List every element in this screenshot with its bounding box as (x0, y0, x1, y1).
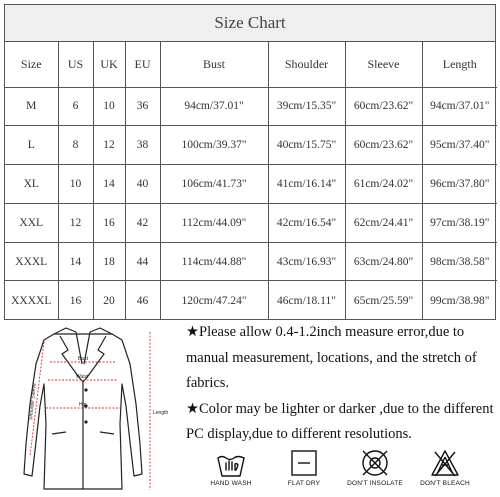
size-chart (4, 4, 496, 320)
care-flat-dry (276, 448, 332, 497)
shoulder-sleeve-label: Shoulder Sleeve (28, 383, 38, 421)
table-header-row (5, 42, 497, 87)
bust-label: Bust (78, 356, 89, 362)
cell-us: 16 (58, 281, 93, 320)
cell-bust: 94cm/37.01" (160, 87, 268, 126)
notes (186, 320, 498, 448)
dont-bleach-caption: DON'T BLEACH (420, 480, 470, 487)
header-length: Length (422, 42, 497, 87)
dont-bleach-icon (429, 448, 461, 478)
cell-shoulder: 42cm/16.54" (268, 203, 345, 242)
cell-size: XXXXL (5, 281, 58, 320)
cell-shoulder: 46cm/18.11" (268, 281, 345, 320)
cell-bust: 100cm/39.37" (160, 126, 268, 165)
color-note: ★Color may be lighter or darker ,due to the different PC display,due to different resolutions. (186, 400, 494, 442)
dont-insolate-icon (359, 448, 391, 478)
cell-length: 95cm/37.40" (422, 126, 497, 165)
cell-shoulder: 40cm/15.75" (268, 126, 345, 165)
cell-bust: 112cm/44.09" (160, 203, 268, 242)
measure-error-note: ★Please allow 0.4-1.2inch measure error,due to manual measurement, locations, and the stretch of fabrics. (186, 324, 477, 391)
care-dont-insolate (343, 448, 407, 497)
hand-wash-caption: HAND WASH (210, 480, 252, 487)
cell-sleeve: 60cm/23.62" (345, 126, 422, 165)
cell-size: XXXL (5, 242, 58, 281)
hip-label: Hip (79, 402, 87, 408)
cell-eu: 42 (125, 203, 160, 242)
cell-uk: 18 (93, 242, 125, 281)
cell-bust: 120cm/47.24" (160, 281, 268, 320)
cell-eu: 44 (125, 242, 160, 281)
header-us: US (58, 42, 93, 87)
cell-sleeve: 61cm/24.02" (345, 165, 422, 204)
header-size: Size (5, 42, 58, 87)
cell-uk: 20 (93, 281, 125, 320)
cell-eu: 40 (125, 165, 160, 204)
header-eu: EU (125, 42, 160, 87)
header-bust: Bust (160, 42, 268, 87)
dont-insolate-caption: DON'T INSOLATE (347, 480, 403, 487)
cell-size: L (5, 126, 58, 165)
cell-size: M (5, 87, 58, 126)
cell-sleeve: 60cm/23.62" (345, 87, 422, 126)
cell-uk: 16 (93, 203, 125, 242)
waist-label: Waist (76, 374, 89, 380)
cell-eu: 36 (125, 87, 160, 126)
flat-dry-icon (289, 448, 319, 478)
cell-length: 98cm/38.58" (422, 242, 497, 281)
length-label: Length (153, 410, 169, 416)
table-row (5, 242, 497, 281)
cell-sleeve: 65cm/25.59" (345, 281, 422, 320)
table-row (5, 203, 497, 242)
cell-length: 97cm/38.19" (422, 203, 497, 242)
coat-diagram (10, 324, 170, 494)
cell-uk: 14 (93, 165, 125, 204)
table-row (5, 126, 497, 165)
cell-size: XXL (5, 203, 58, 242)
care-dont-bleach (414, 448, 476, 497)
cell-sleeve: 62cm/24.41" (345, 203, 422, 242)
cell-us: 14 (58, 242, 93, 281)
cell-sleeve: 63cm/24.80" (345, 242, 422, 281)
cell-shoulder: 41cm/16.14" (268, 165, 345, 204)
care-hand-wash (203, 448, 259, 497)
cell-us: 10 (58, 165, 93, 204)
cell-eu: 46 (125, 281, 160, 320)
flat-dry-caption: FLAT DRY (287, 480, 321, 487)
hand-wash-icon (216, 448, 246, 478)
cell-length: 94cm/37.01" (422, 87, 497, 126)
cell-length: 99cm/38.98" (422, 281, 497, 320)
table-row (5, 87, 497, 126)
header-shoulder: Shoulder (268, 42, 345, 87)
cell-bust: 106cm/41.73" (160, 165, 268, 204)
cell-uk: 10 (93, 87, 125, 126)
cell-bust: 114cm/44.88" (160, 242, 268, 281)
cell-us: 8 (58, 126, 93, 165)
cell-eu: 38 (125, 126, 160, 165)
cell-length: 96cm/37.80" (422, 165, 497, 204)
cell-size: XL (5, 165, 58, 204)
cell-shoulder: 39cm/15.35" (268, 87, 345, 126)
table-row (5, 281, 497, 320)
cell-uk: 12 (93, 126, 125, 165)
cell-us: 6 (58, 87, 93, 126)
header-uk: UK (93, 42, 125, 87)
header-sleeve: Sleeve (345, 42, 422, 87)
size-chart-title: Size Chart (5, 5, 495, 42)
cell-us: 12 (58, 203, 93, 242)
table-row (5, 165, 497, 204)
cell-shoulder: 43cm/16.93" (268, 242, 345, 281)
size-table (5, 42, 497, 320)
